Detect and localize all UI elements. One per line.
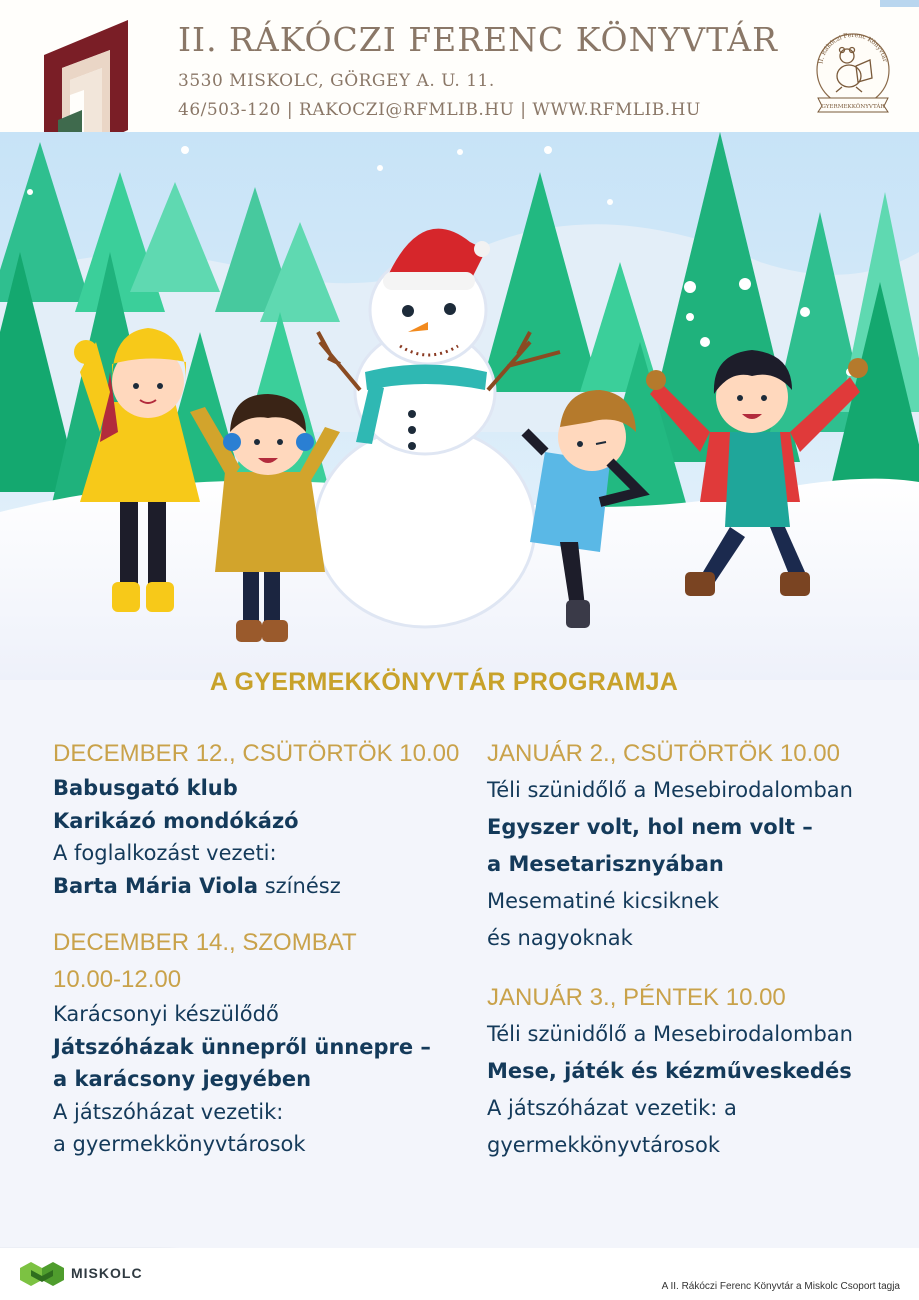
event-date: JANUÁR 3., PÉNTEK 10.00 [487,984,786,1011]
event-leader-label: A foglalkozást vezeti: [53,841,277,865]
event-description: és nagyoknak [487,926,633,950]
event-description: Mesematiné kicsiknek [487,889,720,913]
event-date: JANUÁR 2., CSÜTÖRTÖK 10.00 [487,740,840,767]
miskolc-label: MISKOLC [71,1265,143,1281]
event-title: a karácsony jegyében [53,1067,312,1091]
seal-ribbon-text: GYERMEKKÖNYVTÁR [821,104,885,110]
event-title: a Mesetarisznyában [487,852,724,876]
event-title: Karikázó mondókázó [53,808,299,833]
event-leader [53,870,463,903]
event-title: Mese, játék és kézműveskedés [487,1059,852,1083]
library-contact: 46/503-120 | RAKOCZI@RFMLIB.HU | WWW.RFMLIB.HU [178,100,701,120]
program-column-right [487,735,907,1164]
event-leaders: a gyermekkönyvtárosok [53,1132,306,1156]
library-name: II. RÁKÓCZI FERENC KÖNYVTÁR [178,20,778,59]
event-leaders: gyermekkönyvtárosok [487,1133,720,1157]
program-title: A GYERMEKKÖNYVTÁR PROGRAMJA [209,668,679,696]
childrens-library-seal [812,20,894,122]
leader-name: Barta Mária Viola [53,873,259,898]
miskolc-logo-icon [20,1262,64,1286]
footer-note: A II. Rákóczi Ferenc Könyvtár a Miskolc Csoport tagja [661,1281,900,1292]
event-subtitle: Karácsonyi készülődő [53,1002,279,1026]
event-title: Egyszer volt, hol nem volt – [487,815,813,839]
event-subtitle: Téli szünidőlő a Mesebirodalomban [487,778,853,802]
event-date: DECEMBER 14., SZOMBAT [53,929,357,956]
event-title: Játszóházak ünnepről ünnepre – [53,1034,431,1059]
event-leader-label: A játszóházat vezetik: a [487,1096,737,1120]
corner-strip [880,0,919,7]
event-title: Babusgató klub [53,776,238,800]
library-address: 3530 MISKOLC, GÖRGEY A. U. 11. [178,71,495,91]
program-column-left [53,735,463,1161]
event-time: 10.00-12.00 [53,966,182,993]
event-date: DECEMBER 12., CSÜTÖRTÖK 10.00 [53,740,460,767]
winter-scene-illustration [0,132,919,680]
event-subtitle: Téli szünidőlő a Mesebirodalomban [487,1022,853,1046]
leader-role: színész [258,873,341,898]
seal-text: II. Rákóczi Ferenc Könyvtár [817,31,889,65]
event-leader-label: A játszóházat vezetik: [53,1099,284,1124]
